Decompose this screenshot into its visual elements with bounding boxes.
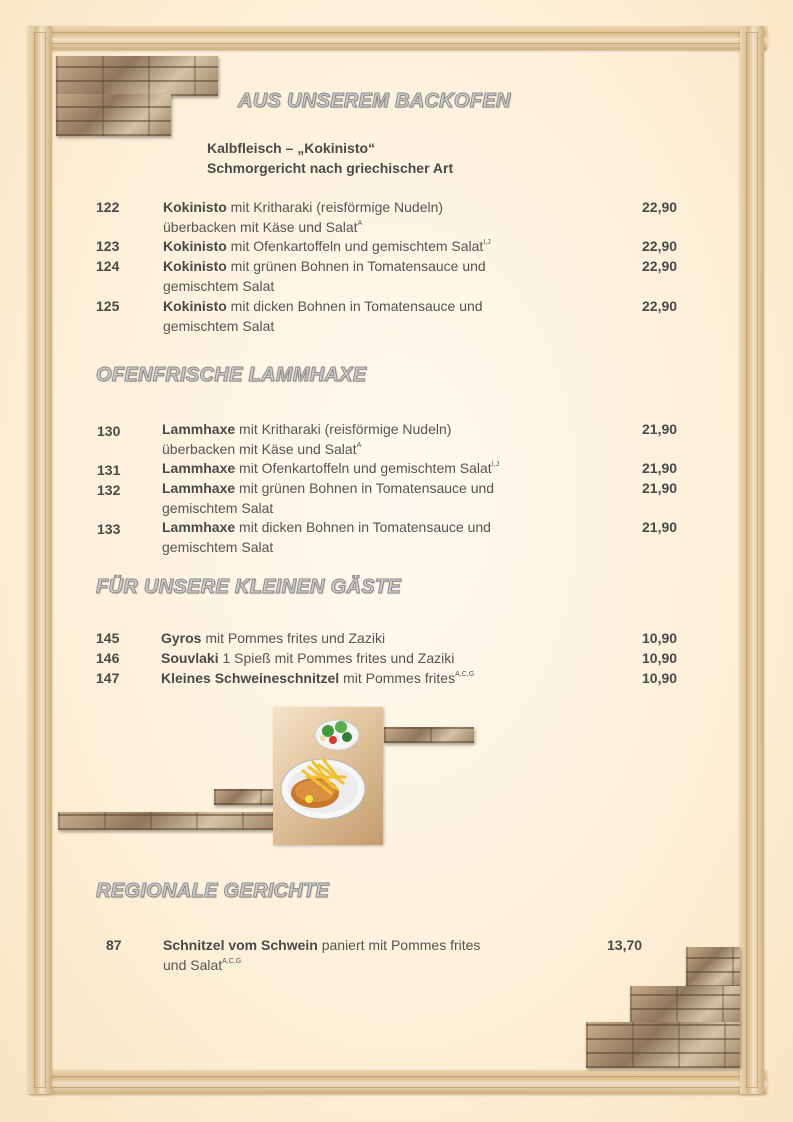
allergen-note: I,J [491, 461, 500, 468]
item-description [163, 935, 553, 975]
menu-item [106, 935, 666, 975]
item-text-line2: überbacken mit Käse und Salat [162, 441, 357, 457]
item-name: Souvlaki [161, 650, 219, 666]
item-text: mit Pommes frites und Zaziki [201, 630, 386, 646]
item-price: 10,90 [642, 630, 678, 646]
item-description [163, 236, 553, 256]
intro-line-2: Schmorgericht nach griechischer Art [207, 160, 454, 176]
item-number: 130 [97, 423, 121, 439]
item-name: Kokinisto [163, 199, 227, 215]
item-price: 22,90 [642, 238, 678, 254]
item-description [161, 648, 551, 668]
section-title-lammhaxe: OFENFRISCHE LAMMHAXE [96, 364, 367, 386]
item-description [162, 458, 552, 478]
item-number: 123 [96, 238, 120, 254]
item-text-line2: und Salat [163, 957, 223, 973]
item-name: Kokinisto [163, 238, 227, 254]
item-price: 21,90 [642, 480, 678, 496]
item-text-line2: gemischtem Salat [163, 278, 275, 294]
item-text-line2: gemischtem Salat [162, 500, 274, 516]
frame-top [30, 26, 767, 50]
item-number: 133 [97, 521, 121, 537]
stone-middle-left-long [58, 812, 273, 830]
stone-bottom-right-1 [686, 947, 740, 987]
menu-item [96, 648, 696, 668]
item-description [161, 628, 551, 648]
frame-bottom [30, 1070, 767, 1094]
menu-item [96, 628, 696, 648]
item-name: Kleines Schweineschnitzel [161, 670, 340, 686]
section-title-kinder: FÜR UNSERE KLEINEN GÄSTE [96, 576, 402, 598]
menu-item [97, 458, 697, 478]
item-price: 21,90 [642, 460, 678, 476]
item-number: 132 [97, 482, 121, 498]
menu-item [96, 197, 696, 237]
menu-item [96, 256, 696, 296]
item-description [163, 197, 553, 237]
item-description [161, 668, 551, 688]
item-text: paniert mit Pommes frites [317, 937, 481, 953]
item-price: 10,90 [642, 670, 678, 686]
item-price: 22,90 [642, 298, 678, 314]
item-name: Kokinisto [163, 258, 227, 274]
item-text-line2: überbacken mit Käse und Salat [163, 219, 358, 235]
menu-item [97, 517, 697, 557]
item-number: 87 [106, 937, 122, 953]
item-name: Lammhaxe [162, 519, 236, 535]
item-price: 21,90 [642, 519, 678, 535]
item-number: 125 [96, 298, 120, 314]
allergen-note: A,C,G [455, 671, 475, 678]
item-text: mit Ofenkartoffeln und gemischtem Salat [235, 460, 492, 476]
item-name: Lammhaxe [162, 421, 236, 437]
item-description [163, 256, 553, 296]
menu-item [96, 236, 696, 256]
plate-illustration-icon [273, 707, 383, 845]
item-number: 145 [96, 630, 120, 646]
item-text: mit grünen Bohnen in Tomatensauce und [235, 480, 495, 496]
item-description [162, 419, 552, 459]
item-text: mit grünen Bohnen in Tomatensauce und [226, 258, 486, 274]
item-name: Schnitzel vom Schwein [163, 937, 318, 953]
item-description [162, 517, 552, 557]
stone-bottom-right-2 [630, 986, 740, 1024]
item-name: Gyros [161, 630, 202, 646]
stone-bottom-right-3 [586, 1022, 740, 1068]
section-title-regional: REGIONALE GERICHTE [96, 880, 330, 902]
allergen-note: I,J [483, 239, 491, 246]
allergen-note: A [356, 442, 362, 449]
item-text: mit Kritharaki (reisförmige Nudeln) [235, 421, 452, 437]
item-price: 22,90 [642, 199, 678, 215]
menu-item [96, 668, 696, 688]
item-price: 22,90 [642, 258, 678, 274]
item-number: 124 [96, 258, 120, 274]
item-price: 21,90 [642, 421, 678, 437]
item-number: 131 [97, 462, 121, 478]
frame-right [740, 26, 764, 1094]
item-text-line2: gemischtem Salat [162, 539, 274, 555]
intro-line-1: Kalbfleisch – „Kokinisto“ [207, 140, 376, 156]
item-text: mit dicken Bohnen in Tomatensauce und [226, 298, 483, 314]
item-description [162, 478, 552, 518]
stone-top-left [56, 56, 218, 96]
menu-item [96, 296, 696, 336]
allergen-note: A,C,G [222, 958, 242, 965]
stone-middle-right [384, 727, 474, 743]
item-number: 147 [96, 670, 120, 686]
schnitzel-plate-photo [273, 707, 383, 845]
menu-item [97, 478, 697, 518]
item-name: Lammhaxe [162, 480, 236, 496]
menu-item [97, 419, 697, 459]
frame-left [28, 26, 52, 1094]
item-text-line2: gemischtem Salat [163, 318, 275, 334]
item-number: 146 [96, 650, 120, 666]
item-description [163, 296, 553, 336]
item-text: mit Ofenkartoffeln und gemischtem Salat [226, 238, 484, 254]
item-number: 122 [96, 199, 120, 215]
item-price: 13,70 [607, 937, 643, 953]
item-text: mit dicken Bohnen in Tomatensauce und [235, 519, 491, 535]
item-text: 1 Spieß mit Pommes frites und Zaziki [218, 650, 455, 666]
section-intro-backofen [207, 138, 453, 178]
stone-top-left-lower [56, 94, 171, 136]
item-text: mit Kritharaki (reisförmige Nudeln) [226, 199, 444, 215]
item-name: Lammhaxe [162, 460, 236, 476]
section-title-backofen: AUS UNSEREM BACKOFEN [238, 90, 511, 112]
item-price: 10,90 [642, 650, 678, 666]
stone-middle-left-short [214, 789, 274, 805]
item-name: Kokinisto [163, 298, 227, 314]
allergen-note: A [357, 220, 363, 227]
item-text: mit Pommes frites [339, 670, 456, 686]
